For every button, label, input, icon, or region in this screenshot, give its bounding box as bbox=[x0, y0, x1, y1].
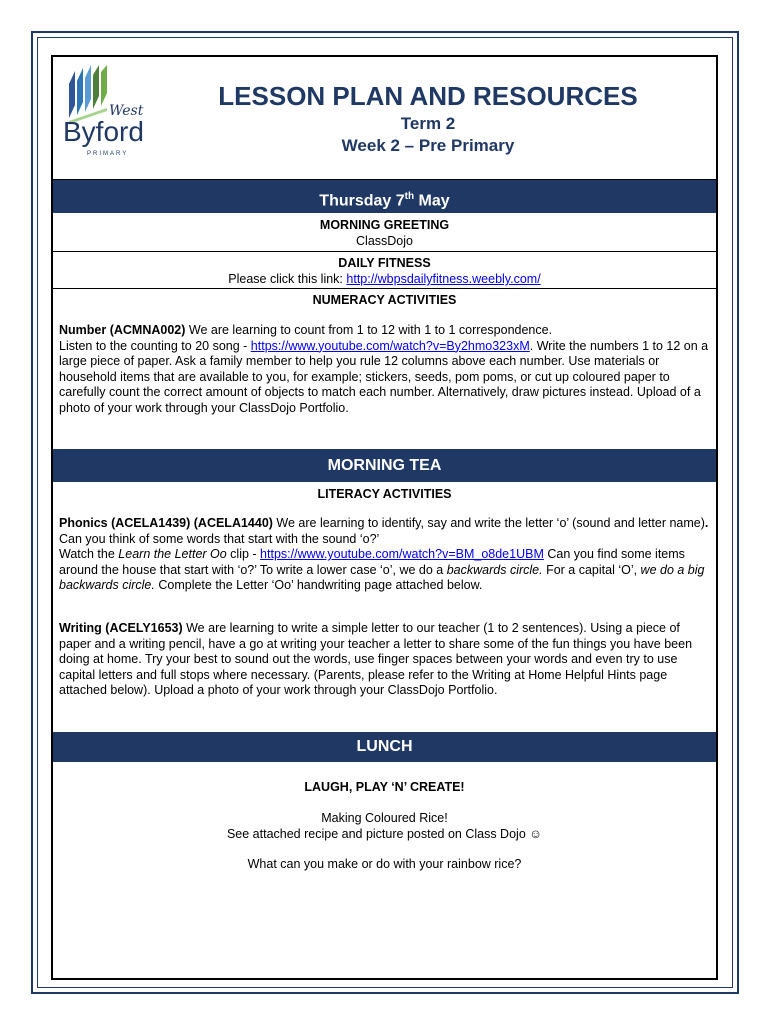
week-label: Week 2 – Pre Primary bbox=[341, 136, 515, 155]
writing-paragraph bbox=[59, 621, 711, 699]
create-line-2: See attached recipe and picture posted on Class Dojo ☺ bbox=[226, 827, 543, 841]
day-banner bbox=[53, 180, 716, 213]
morning-greeting-title: MORNING GREETING bbox=[319, 218, 450, 232]
daily-fitness-text: Please click this link: bbox=[228, 272, 347, 286]
phonics-text-7: Complete the Letter ‘Oo’ handwriting page attached below. bbox=[154, 578, 483, 592]
phonics-text-5: Can you find some items around the house that start with ‘o?’ To write a lower case ‘o’, we do a bbox=[59, 547, 685, 577]
phonics-text-1: We are learning to identify, say and write the letter ‘o’ (sound and letter name) bbox=[272, 516, 705, 530]
term-label: Term 2 bbox=[400, 114, 456, 133]
numeracy-song-link[interactable]: https://www.youtube.com/watch?v=By2hmo323xM bbox=[250, 338, 530, 353]
phonics-italic-2: we do a big backwards circle. bbox=[59, 562, 705, 592]
phonics-video-link[interactable]: https://www.youtube.com/watch?v=BM_o8de1UBM bbox=[260, 547, 544, 561]
create-line-3: What can you make or do with your rainbow rice? bbox=[247, 857, 522, 871]
lesson-plan-document bbox=[51, 55, 718, 980]
phonics-text-1b: . bbox=[704, 516, 709, 530]
phonics-paragraph bbox=[59, 516, 711, 594]
numeracy-title: NUMERACY ACTIVITIES bbox=[312, 293, 457, 307]
svg-text:PRIMARY: PRIMARY bbox=[87, 151, 129, 157]
daily-fitness-section bbox=[53, 253, 716, 289]
writing-text: We are learning to write a simple letter to our teacher (1 to 2 sentences). Using a piece of paper and a writing pencil, have a go at writing your teacher a letter to share some of the fun things you have been doing at home. Try your best to sound out the words, use finger spaces between your words and even try to use capital letters and full stops where necessary. (Parents, please refer to the Writing at Home Helpful Hints page attached below). Upload a photo of your work through your ClassDojo Portfolio. bbox=[59, 621, 693, 697]
daily-fitness-line bbox=[53, 271, 716, 287]
phonics-text-3: Watch the bbox=[59, 547, 119, 561]
morning-greeting-text: ClassDojo bbox=[356, 234, 413, 248]
day-month: May bbox=[414, 192, 450, 210]
numeracy-section bbox=[53, 290, 716, 449]
literacy-title: LITERACY ACTIVITIES bbox=[317, 487, 452, 501]
numeracy-text-3: . Write the numbers 1 to 12 on a large piece of paper. Ask a family member to help you rule 12 columns above each number. Use materials or household items that are available to you, for example; stickers, seeds, pom poms, or cut up coloured paper to carefully count the correct amount of objects to match each number. Alternatively, draw pictures instead. Upload of a photo of your work through your ClassDojo Portfolio. bbox=[59, 338, 709, 415]
create-title: LAUGH, PLAY ‘N’ CREATE! bbox=[304, 780, 465, 794]
numeracy-label: Number (ACMNA002) bbox=[59, 323, 186, 337]
phonics-text-2: Can you think of some words that start with the sound ‘o?’ bbox=[59, 531, 380, 546]
numeracy-text-1: We are learning to count from 1 to 12 with 1 to 1 correspondence. bbox=[185, 323, 553, 337]
document-header bbox=[53, 57, 716, 180]
phonics-italic-1: backwards circle. bbox=[446, 562, 543, 577]
literacy-section bbox=[53, 483, 716, 733]
school-logo bbox=[59, 63, 159, 163]
page-title: LESSON PLAN AND RESOURCES bbox=[218, 81, 638, 111]
day-suffix-sup: th bbox=[404, 191, 415, 202]
svg-text:Byford: Byford bbox=[63, 116, 144, 147]
phonics-text-6: For a capital ‘O’, bbox=[542, 562, 641, 577]
writing-label: Writing (ACELY1653) bbox=[59, 621, 183, 635]
day-prefix: Thursday 7 bbox=[319, 192, 405, 210]
phonics-text-4: clip - bbox=[226, 547, 261, 561]
phonics-clip-name: Learn the Letter Oo bbox=[118, 547, 227, 561]
morning-greeting-section bbox=[53, 214, 716, 252]
daily-fitness-link[interactable]: http://wbpsdailyfitness.weebly.com/ bbox=[346, 272, 541, 286]
create-section bbox=[53, 763, 716, 978]
numeracy-text-2: Listen to the counting to 20 song - bbox=[59, 338, 251, 353]
morning-tea-banner: MORNING TEA bbox=[53, 449, 716, 482]
daily-fitness-title: DAILY FITNESS bbox=[338, 256, 431, 270]
svg-text:West: West bbox=[109, 103, 144, 119]
create-line-1: Making Coloured Rice! bbox=[321, 811, 448, 825]
lunch-banner: LUNCH bbox=[53, 732, 716, 762]
numeracy-paragraph bbox=[59, 323, 711, 416]
phonics-label: Phonics (ACELA1439) (ACELA1440) bbox=[59, 516, 273, 530]
